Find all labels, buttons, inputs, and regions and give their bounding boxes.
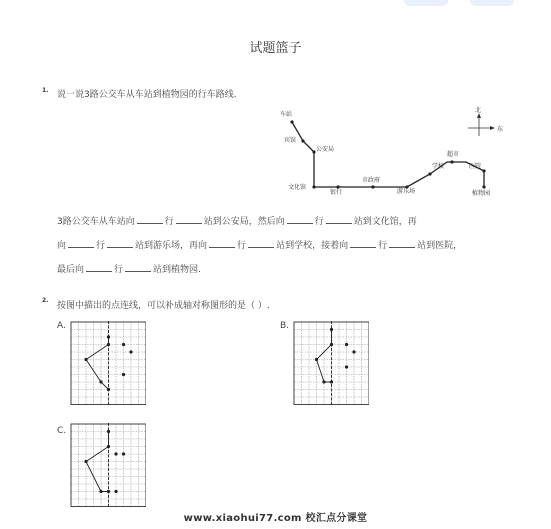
answer-blank[interactable] — [68, 239, 94, 248]
answer-blank[interactable] — [287, 215, 313, 224]
question-2-number: 2. — [42, 297, 49, 304]
stop-label-2: 公安局 — [316, 146, 335, 153]
answer-blank[interactable] — [389, 239, 415, 248]
option-b-label[interactable]: B. — [280, 321, 290, 331]
option-c-grid — [70, 423, 146, 509]
option-c-label[interactable]: C. — [57, 426, 67, 436]
compass-east-label: 东 — [497, 126, 504, 133]
answer-blank[interactable] — [176, 215, 202, 224]
answer-blank[interactable] — [350, 239, 376, 248]
question-1-line-3: 最后向 行 站到植物园. — [57, 265, 201, 275]
question-2-prompt: 按图中描出的点连线，可以补成轴对称图形的是（ ）. — [57, 301, 270, 311]
stop-label-5: 市政府 — [362, 177, 381, 184]
question-1-line-2: 向 行 站到游乐场，再向 行 站到学校，接着向 行 站到医院， — [57, 241, 463, 251]
answer-blank[interactable] — [125, 263, 151, 272]
question-1-number: 1. — [42, 87, 49, 94]
stop-label-4: 银行 — [330, 189, 343, 196]
stop-label-1: 宾馆 — [284, 137, 297, 144]
stop-label-3: 文化馆 — [288, 184, 307, 191]
page-title: 试题篮子 — [249, 41, 302, 56]
answer-blank[interactable] — [248, 239, 274, 248]
option-a-grid — [70, 321, 146, 407]
option-a-label[interactable]: A. — [57, 321, 66, 331]
bus-route-map — [270, 104, 515, 199]
watermark: www.xiaohui77.com 校汇点分课堂 — [183, 513, 368, 524]
top-tab-right — [470, 0, 514, 6]
option-b-grid — [293, 321, 369, 407]
stop-label-9: 医院 — [469, 163, 482, 170]
answer-blank[interactable] — [86, 263, 112, 272]
stop-label-10: 植物园 — [472, 190, 491, 197]
compass-icon — [468, 106, 503, 136]
stop-label-7: 学校 — [432, 163, 445, 170]
stop-label-0: 车站 — [280, 111, 293, 118]
question-1-prompt: 说一说3路公交车从车站到植物园的行车路线. — [57, 90, 237, 100]
answer-blank[interactable] — [107, 239, 133, 248]
answer-blank[interactable] — [137, 215, 163, 224]
answer-blank[interactable] — [209, 239, 235, 248]
compass-north-label: 北 — [475, 107, 482, 114]
answer-blank[interactable] — [326, 215, 352, 224]
question-1-line-1: 3路公交车从车站向 行 站到公安局，然后向 行 站到文化馆，再 — [57, 217, 417, 227]
top-tab-left — [404, 0, 448, 6]
stop-label-6: 游乐场 — [397, 188, 416, 195]
stop-label-8: 超市 — [447, 151, 460, 158]
